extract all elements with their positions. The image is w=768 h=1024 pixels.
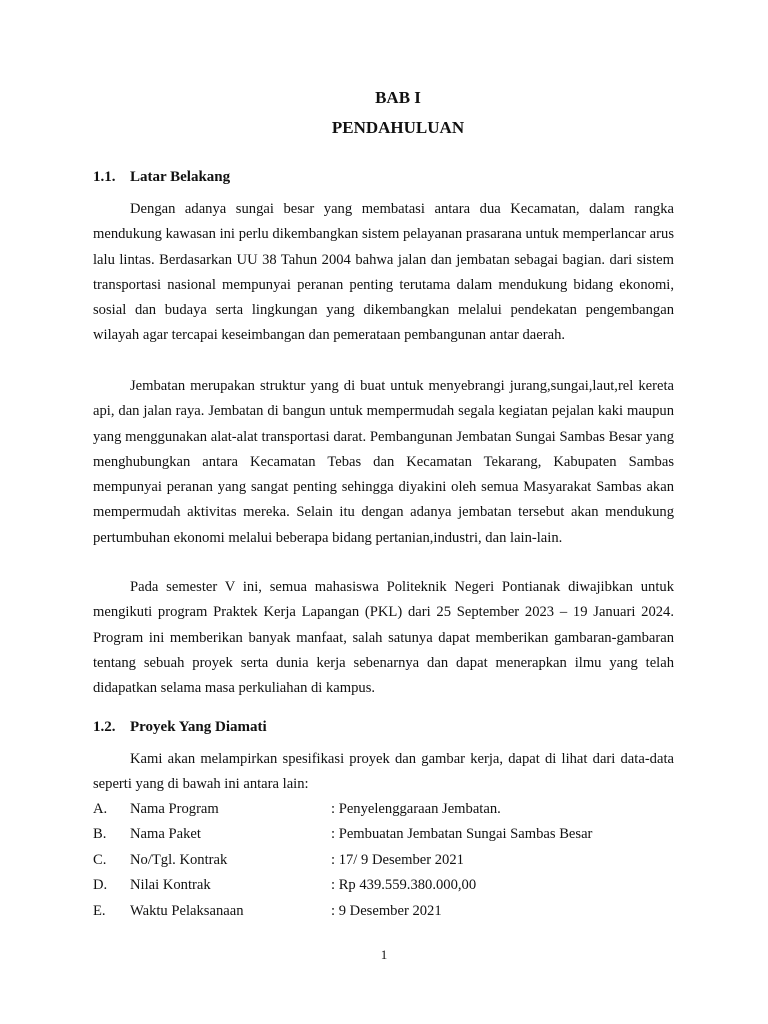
list-item-value: : Rp 439.559.380.000,00 bbox=[331, 877, 477, 894]
section-title: Latar Belakang bbox=[130, 169, 231, 185]
list-item bbox=[93, 848, 674, 873]
list-item-label: Waktu Pelaksanaan bbox=[130, 902, 244, 919]
page-number: 1 bbox=[380, 947, 388, 962]
list-item-label: Nama Paket bbox=[130, 826, 201, 843]
list-item-value: : Pembuatan Jembatan Sungai Sambas Besar bbox=[331, 826, 593, 843]
list-item bbox=[93, 899, 674, 924]
chapter-title: PENDAHULUAN bbox=[331, 118, 465, 137]
list-item-label: Nilai Kontrak bbox=[130, 877, 211, 894]
body-paragraph: Jembatan merupakan struktur yang di buat untuk menyebrangi jurang,sungai,laut,rel kereta api, dan jalan raya. Jembatan di bangun untuk mempermudah segala kegiatan pejalan kaki maupun yang menggunakan alat-alat transportasi darat. Pembangunan Jembatan Sungai Sambas Besar yang menghubungkan antara Kecamatan Tebas dan Kecamatan Tekarang, Kabupaten Sambas mempunyai peranan yang sangat penting sehingga diyakini oleh semua Masyarakat Sambas akan mempermudah aktivitas mereka. Selain itu dengan adanya jembatan tersebut akan mendukung pertumbuhan ekonomi melalui beberapa bidang pertanian,industri, dan lain-lain. bbox=[93, 378, 674, 546]
section-number: 1.2. bbox=[93, 719, 116, 735]
list-item bbox=[93, 873, 674, 898]
list-item-letter: A. bbox=[93, 801, 108, 817]
body-paragraph: Pada semester V ini, semua mahasiswa Politeknik Negeri Pontianak diwajibkan untuk mengikuti program Praktek Kerja Lapangan (PKL) dari 25 September 2023 – 19 Januari 2024. Program ini memberikan banyak manfaat, salah satunya dapat memberikan gambaran-gambaran tentang sebuah proyek serta dunia kerja sebenarnya dan dapat menerapkan ilmu yang telah didapatkan selama masa perkuliahan di kampus. bbox=[93, 579, 674, 697]
list-item-letter: C. bbox=[93, 851, 107, 868]
list-item-value: : 17/ 9 Desember 2021 bbox=[331, 851, 464, 868]
list-item-letter: D. bbox=[93, 877, 108, 894]
section-heading-latar-belakang bbox=[93, 167, 230, 187]
section-intro-paragraph: Kami akan melampirkan spesifikasi proyek dan gambar kerja, dapat di lihat dari data-data seperti yang di bawah ini antara lain: bbox=[93, 751, 674, 793]
section-title: Proyek Yang Diamati bbox=[130, 719, 267, 735]
list-item-value: : 9 Desember 2021 bbox=[331, 902, 442, 919]
list-item bbox=[93, 822, 674, 847]
list-item-label: No/Tgl. Kontrak bbox=[130, 851, 228, 868]
body-paragraph: Dengan adanya sungai besar yang membatasi antara dua Kecamatan, dalam rangka mendukung kawasan ini perlu dikembangkan sistem pelayanan prasarana untuk memperlancar arus lalu lintas. Berdasarkan UU 38 Tahun 2004 bahwa jalan dan jembatan sebagai bagian. dari sistem transportasi nasional mempunyai peranan penting terutama dalam mendukung bidang ekonomi, sosial dan budaya serta lingkungan yang dikembangkan melalui pendekatan pengembangan wilayah agar tercapai keseimbangan dan pemerataan pembangunan antar daerah. bbox=[93, 201, 674, 344]
section-heading-proyek-yang-diamati bbox=[93, 717, 267, 737]
list-item-letter: E. bbox=[93, 902, 106, 919]
section-number: 1.1. bbox=[93, 169, 116, 185]
project-spec-list bbox=[93, 797, 674, 924]
chapter-label: BAB I bbox=[375, 88, 421, 107]
list-item bbox=[93, 797, 674, 822]
list-item-label: Nama Program bbox=[130, 801, 219, 817]
list-item-letter: B. bbox=[93, 826, 107, 843]
list-item-value: : Penyelenggaraan Jembatan. bbox=[331, 801, 501, 817]
